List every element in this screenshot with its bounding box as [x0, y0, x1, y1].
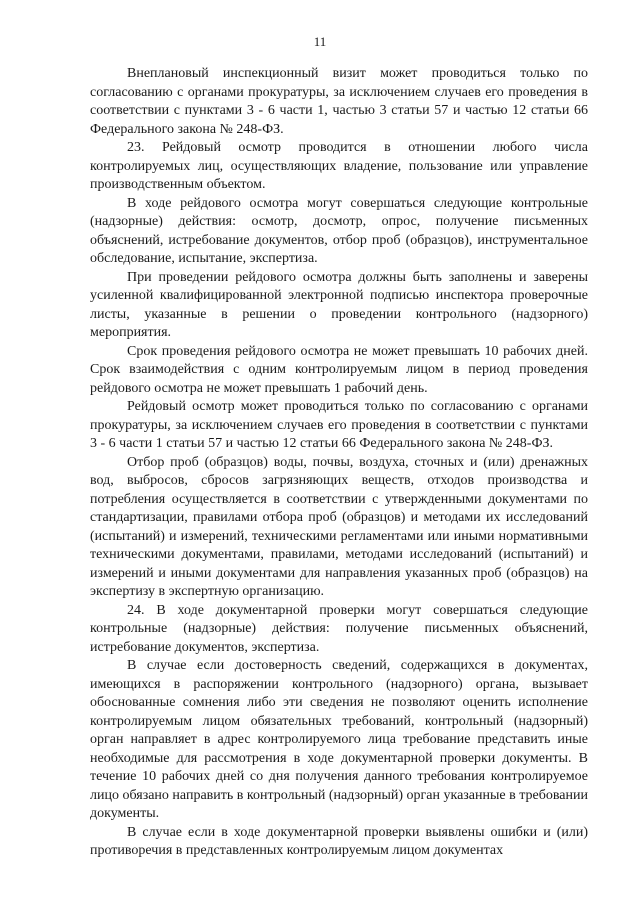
document-body: [90, 65, 588, 861]
paragraph-raid-inspection-approval: Рейдовый осмотр может проводиться только по согласованию с органами прокуратуры, за исключением случаев его проведения в соответствии с пунктами 3 - 6 части 1 статьи 57 и частью 12 статьи 66 Федерального закона № 248-ФЗ.: [90, 399, 588, 451]
paragraph-sampling: Отбор проб (образцов) воды, почвы, воздуха, сточных и (или) дренажных вод, выбросов, сбросов загрязняющих веществ, отходов производства и потребления осуществляется в соответствии с утвержденными документами по стандартизации, правилами отбора проб (образцов) и методами их исследований (испытаний) и измерений, техническими регламентами или иными нормативными техническими документами, правилами, методами исследований (испытаний) и измерений и иными документами для направления указанных проб (образцов) на экспертизу в экспертную организацию.: [90, 454, 588, 599]
paragraph-documents-request: В случае если достоверность сведений, содержащихся в документах, имеющихся в распоряжении контрольного (надзорного) органа, вызывает обоснованные сомнения либо эти сведения не позволяют оценить исполнение контролируемым лицом обязательных требований, контрольный (надзорный) орган направляет в адрес контролируемого лица требование представить иные необходимые для рассмотрения в ходе документарной проверки документы. В течение 10 рабочих дней со дня получения данного требования контролируемое лицо обязано направить в контрольный (надзорный) орган указанные в требовании документы.: [90, 658, 588, 821]
paragraph-errors-contradictions: В случае если в ходе документарной проверки выявлены ошибки и (или) противоречия в представленных контролируемым лицом документах: [90, 824, 588, 858]
paragraph-24-documentary-check: 24. В ходе документарной проверки могут совершаться следующие контрольные (надзорные) действия: получение письменных объяснений, истребование документов, экспертиза.: [90, 602, 588, 655]
paragraph-checklists: При проведении рейдового осмотра должны быть заполнены и заверены усиленной квалифицированной электронной подписью инспектора проверочные листы, указанные в решении о проведении контрольного (надзорного) мероприятия.: [90, 269, 588, 340]
paragraph-raid-inspection-actions: В ходе рейдового осмотра могут совершаться следующие контрольные (надзорные) действия: осмотр, досмотр, опрос, получение письменных объяснений, истребование документов, отбор проб (образцов), инструментальное обследование, испытание, экспертиза.: [90, 195, 588, 266]
paragraph-23-raid-inspection: 23. Рейдовый осмотр проводится в отношении любого числа контролируемых лиц, осуществляющих владение, пользование или управление производственным объектом.: [90, 140, 588, 192]
page-number: 11: [313, 34, 327, 49]
paragraph-raid-inspection-duration: Срок проведения рейдового осмотра не может превышать 10 рабочих дней. Срок взаимодействия с одним контролируемым лицом в период проведения рейдового осмотра не может превышать 1 рабочий день.: [90, 343, 588, 396]
paragraph-unscheduled-visit-approval: Внеплановый инспекционный визит может проводиться только по согласованию с органами прокуратуры, за исключением случаев его проведения в соответствии с пунктами 3 - 6 части 1, частью 3 статьи 57 и частью 12 статьи 66 Федерального закона № 248-ФЗ.: [90, 66, 588, 137]
